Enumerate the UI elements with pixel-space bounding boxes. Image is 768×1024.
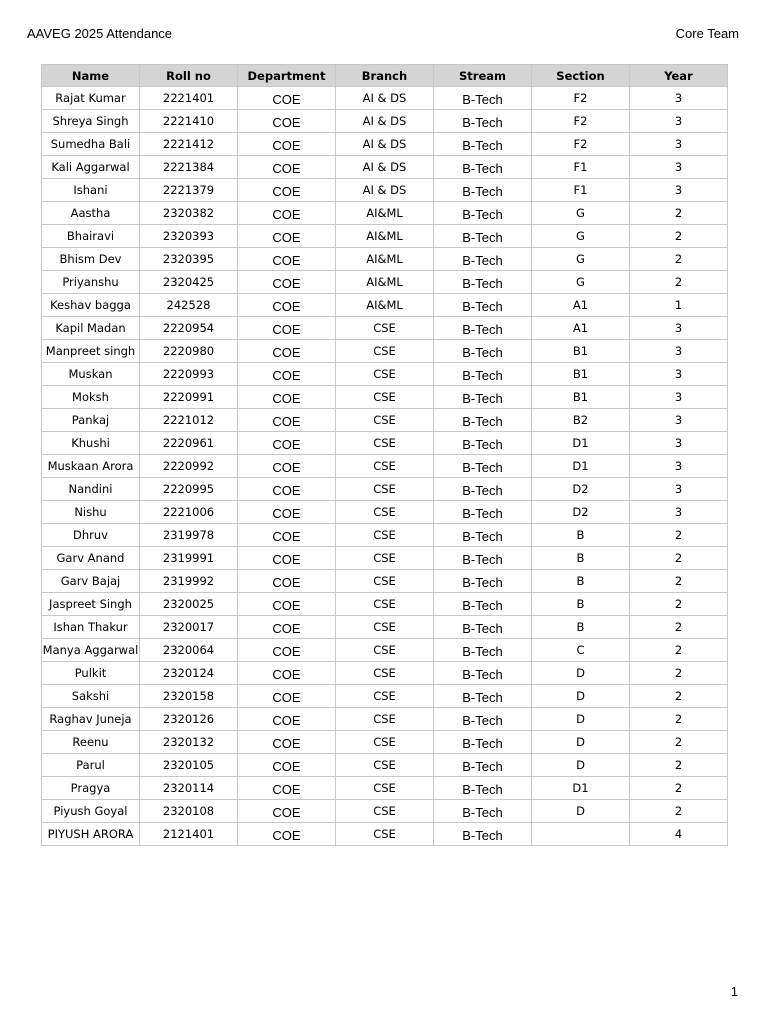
cell-roll-no: 2220954 [140,317,238,340]
cell-name: Priyanshu [42,271,140,294]
cell-department: COE [238,754,336,777]
cell-roll-no: 2320124 [140,662,238,685]
table-row [42,501,728,524]
cell-section: G [532,248,630,271]
cell-section: A1 [532,317,630,340]
cell-department: COE [238,110,336,133]
cell-section: F2 [532,133,630,156]
cell-branch: CSE [336,432,434,455]
table-row [42,133,728,156]
cell-branch: CSE [336,685,434,708]
cell-section: D [532,662,630,685]
cell-roll-no: 2320126 [140,708,238,731]
table-row [42,685,728,708]
cell-branch: CSE [336,340,434,363]
cell-stream: B-Tech [434,593,532,616]
table-row [42,708,728,731]
cell-name: Manpreet singh [42,340,140,363]
cell-branch: AI&ML [336,294,434,317]
cell-year: 3 [630,455,728,478]
cell-department: COE [238,294,336,317]
cell-branch: CSE [336,708,434,731]
cell-section: D2 [532,478,630,501]
cell-stream: B-Tech [434,823,532,846]
cell-branch: CSE [336,731,434,754]
cell-roll-no: 2221401 [140,87,238,110]
cell-roll-no: 2320132 [140,731,238,754]
cell-branch: CSE [336,317,434,340]
cell-department: COE [238,708,336,731]
attendance-table [41,64,728,846]
column-header-section: Section [532,65,630,87]
cell-year: 3 [630,110,728,133]
cell-department: COE [238,731,336,754]
cell-roll-no: 2221379 [140,179,238,202]
cell-name: Garv Bajaj [42,570,140,593]
cell-roll-no: 2320395 [140,248,238,271]
cell-stream: B-Tech [434,547,532,570]
cell-branch: CSE [336,570,434,593]
cell-section: F2 [532,110,630,133]
cell-roll-no: 2220980 [140,340,238,363]
cell-year: 3 [630,87,728,110]
cell-department: COE [238,87,336,110]
table-body [42,87,728,846]
cell-section: B [532,616,630,639]
cell-name: Kali Aggarwal [42,156,140,179]
table-row [42,248,728,271]
cell-name: Raghav Juneja [42,708,140,731]
cell-stream: B-Tech [434,294,532,317]
table-row [42,409,728,432]
cell-year: 2 [630,662,728,685]
cell-department: COE [238,593,336,616]
cell-year: 2 [630,708,728,731]
table-row [42,662,728,685]
cell-year: 3 [630,386,728,409]
header-row [42,65,728,87]
cell-branch: AI&ML [336,271,434,294]
cell-name: Reenu [42,731,140,754]
cell-branch: AI&ML [336,248,434,271]
cell-branch: CSE [336,777,434,800]
cell-name: PIYUSH ARORA [42,823,140,846]
cell-branch: CSE [336,616,434,639]
cell-name: Jaspreet Singh [42,593,140,616]
table-row [42,179,728,202]
cell-department: COE [238,179,336,202]
column-header-roll-no: Roll no [140,65,238,87]
table-row [42,823,728,846]
table-row [42,386,728,409]
cell-section: B1 [532,340,630,363]
cell-roll-no: 2319992 [140,570,238,593]
cell-stream: B-Tech [434,363,532,386]
cell-branch: CSE [336,639,434,662]
cell-branch: CSE [336,593,434,616]
cell-stream: B-Tech [434,708,532,731]
table-row [42,340,728,363]
cell-branch: CSE [336,800,434,823]
cell-roll-no: 2320105 [140,754,238,777]
cell-name: Garv Anand [42,547,140,570]
cell-branch: CSE [336,478,434,501]
cell-section: D1 [532,455,630,478]
cell-year: 2 [630,593,728,616]
cell-name: Sumedha Bali [42,133,140,156]
table-row [42,294,728,317]
cell-stream: B-Tech [434,225,532,248]
cell-department: COE [238,225,336,248]
cell-branch: CSE [336,662,434,685]
cell-branch: CSE [336,409,434,432]
cell-name: Dhruv [42,524,140,547]
cell-department: COE [238,432,336,455]
cell-department: COE [238,501,336,524]
cell-roll-no: 2320425 [140,271,238,294]
cell-branch: AI & DS [336,87,434,110]
cell-department: COE [238,133,336,156]
table-row [42,731,728,754]
cell-section: B2 [532,409,630,432]
cell-section: D [532,708,630,731]
cell-name: Shreya Singh [42,110,140,133]
cell-name: Piyush Goyal [42,800,140,823]
cell-stream: B-Tech [434,501,532,524]
cell-branch: CSE [336,524,434,547]
cell-section [532,823,630,846]
cell-roll-no: 2220961 [140,432,238,455]
cell-branch: CSE [336,501,434,524]
cell-stream: B-Tech [434,271,532,294]
cell-stream: B-Tech [434,731,532,754]
cell-year: 3 [630,409,728,432]
table-row [42,225,728,248]
cell-year: 2 [630,570,728,593]
cell-section: D [532,800,630,823]
table-row [42,800,728,823]
table-header [42,65,728,87]
cell-name: Moksh [42,386,140,409]
cell-section: D2 [532,501,630,524]
cell-year: 3 [630,179,728,202]
cell-department: COE [238,478,336,501]
cell-year: 2 [630,225,728,248]
cell-year: 3 [630,363,728,386]
cell-name: Muskaan Arora [42,455,140,478]
cell-roll-no: 2221410 [140,110,238,133]
cell-stream: B-Tech [434,432,532,455]
cell-name: Nandini [42,478,140,501]
table-row [42,570,728,593]
cell-branch: CSE [336,386,434,409]
cell-roll-no: 2221012 [140,409,238,432]
cell-section: G [532,271,630,294]
cell-section: B [532,593,630,616]
cell-stream: B-Tech [434,156,532,179]
cell-roll-no: 2319991 [140,547,238,570]
table-row [42,110,728,133]
cell-department: COE [238,409,336,432]
cell-branch: AI & DS [336,156,434,179]
cell-year: 3 [630,133,728,156]
cell-name: Aastha [42,202,140,225]
cell-name: Pragya [42,777,140,800]
cell-department: COE [238,639,336,662]
cell-year: 2 [630,754,728,777]
cell-year: 3 [630,340,728,363]
cell-roll-no: 2220993 [140,363,238,386]
table-row [42,754,728,777]
cell-stream: B-Tech [434,87,532,110]
cell-section: B1 [532,363,630,386]
cell-stream: B-Tech [434,685,532,708]
cell-name: Parul [42,754,140,777]
table-row [42,87,728,110]
cell-year: 2 [630,202,728,225]
cell-stream: B-Tech [434,777,532,800]
cell-year: 2 [630,271,728,294]
cell-department: COE [238,386,336,409]
cell-section: F2 [532,87,630,110]
cell-stream: B-Tech [434,570,532,593]
cell-name: Khushi [42,432,140,455]
document-title: AAVEG 2025 Attendance [27,26,173,41]
cell-stream: B-Tech [434,179,532,202]
cell-section: C [532,639,630,662]
cell-roll-no: 2319978 [140,524,238,547]
cell-stream: B-Tech [434,478,532,501]
cell-stream: B-Tech [434,317,532,340]
cell-department: COE [238,777,336,800]
cell-name: Muskan [42,363,140,386]
column-header-branch: Branch [336,65,434,87]
cell-section: B [532,524,630,547]
cell-section: A1 [532,294,630,317]
cell-roll-no: 2121401 [140,823,238,846]
cell-roll-no: 2320064 [140,639,238,662]
table-row [42,616,728,639]
cell-roll-no: 242528 [140,294,238,317]
cell-section: G [532,202,630,225]
table-row [42,271,728,294]
cell-department: COE [238,570,336,593]
cell-year: 2 [630,777,728,800]
column-header-name: Name [42,65,140,87]
cell-section: F1 [532,156,630,179]
cell-department: COE [238,363,336,386]
cell-department: COE [238,317,336,340]
cell-department: COE [238,823,336,846]
cell-year: 2 [630,800,728,823]
cell-department: COE [238,547,336,570]
cell-section: B1 [532,386,630,409]
cell-stream: B-Tech [434,754,532,777]
table-row [42,524,728,547]
cell-branch: CSE [336,754,434,777]
table-row [42,363,728,386]
cell-department: COE [238,156,336,179]
cell-branch: AI & DS [336,133,434,156]
column-header-year: Year [630,65,728,87]
cell-year: 3 [630,501,728,524]
cell-roll-no: 2320017 [140,616,238,639]
table-row [42,478,728,501]
cell-year: 2 [630,685,728,708]
cell-year: 2 [630,639,728,662]
cell-branch: AI&ML [336,202,434,225]
cell-department: COE [238,248,336,271]
cell-section: D [532,685,630,708]
cell-stream: B-Tech [434,133,532,156]
cell-roll-no: 2221412 [140,133,238,156]
cell-department: COE [238,271,336,294]
cell-branch: CSE [336,823,434,846]
cell-branch: CSE [336,363,434,386]
cell-section: D [532,731,630,754]
cell-year: 3 [630,432,728,455]
cell-department: COE [238,340,336,363]
cell-stream: B-Tech [434,455,532,478]
cell-year: 2 [630,248,728,271]
cell-roll-no: 2320393 [140,225,238,248]
cell-stream: B-Tech [434,202,532,225]
cell-department: COE [238,800,336,823]
cell-year: 2 [630,524,728,547]
cell-branch: AI&ML [336,225,434,248]
cell-name: Manya Aggarwal [42,639,140,662]
table-row [42,639,728,662]
cell-department: COE [238,662,336,685]
cell-name: Keshav bagga [42,294,140,317]
cell-stream: B-Tech [434,524,532,547]
cell-roll-no: 2320114 [140,777,238,800]
cell-year: 2 [630,616,728,639]
column-header-department: Department [238,65,336,87]
column-header-stream: Stream [434,65,532,87]
cell-roll-no: 2320158 [140,685,238,708]
cell-section: F1 [532,179,630,202]
cell-roll-no: 2320382 [140,202,238,225]
cell-department: COE [238,685,336,708]
team-label: Core Team [675,26,739,41]
table-row [42,455,728,478]
cell-year: 4 [630,823,728,846]
cell-name: Nishu [42,501,140,524]
cell-year: 1 [630,294,728,317]
cell-stream: B-Tech [434,616,532,639]
cell-section: B [532,547,630,570]
table-row [42,317,728,340]
cell-department: COE [238,202,336,225]
page-number: 1 [730,984,738,999]
cell-roll-no: 2220991 [140,386,238,409]
table-row [42,156,728,179]
cell-year: 3 [630,156,728,179]
table-row [42,593,728,616]
cell-branch: CSE [336,547,434,570]
cell-name: Kapil Madan [42,317,140,340]
cell-stream: B-Tech [434,248,532,271]
cell-branch: CSE [336,455,434,478]
cell-department: COE [238,616,336,639]
cell-stream: B-Tech [434,639,532,662]
cell-name: Sakshi [42,685,140,708]
cell-section: D1 [532,432,630,455]
cell-stream: B-Tech [434,662,532,685]
cell-year: 3 [630,478,728,501]
cell-department: COE [238,455,336,478]
cell-stream: B-Tech [434,409,532,432]
cell-stream: B-Tech [434,110,532,133]
cell-name: Pulkit [42,662,140,685]
cell-stream: B-Tech [434,386,532,409]
cell-stream: B-Tech [434,340,532,363]
table-row [42,432,728,455]
cell-section: D1 [532,777,630,800]
cell-name: Rajat Kumar [42,87,140,110]
cell-roll-no: 2221006 [140,501,238,524]
cell-section: D [532,754,630,777]
cell-year: 2 [630,547,728,570]
cell-name: Bhairavi [42,225,140,248]
cell-roll-no: 2320025 [140,593,238,616]
cell-name: Pankaj [42,409,140,432]
cell-roll-no: 2220992 [140,455,238,478]
cell-year: 3 [630,317,728,340]
cell-stream: B-Tech [434,800,532,823]
table-row [42,202,728,225]
cell-section: B [532,570,630,593]
table-row [42,777,728,800]
cell-name: Ishani [42,179,140,202]
cell-name: Bhism Dev [42,248,140,271]
cell-roll-no: 2221384 [140,156,238,179]
cell-name: Ishan Thakur [42,616,140,639]
cell-roll-no: 2320108 [140,800,238,823]
cell-branch: AI & DS [336,110,434,133]
cell-department: COE [238,524,336,547]
table-row [42,547,728,570]
cell-branch: AI & DS [336,179,434,202]
cell-roll-no: 2220995 [140,478,238,501]
cell-section: G [532,225,630,248]
cell-year: 2 [630,731,728,754]
